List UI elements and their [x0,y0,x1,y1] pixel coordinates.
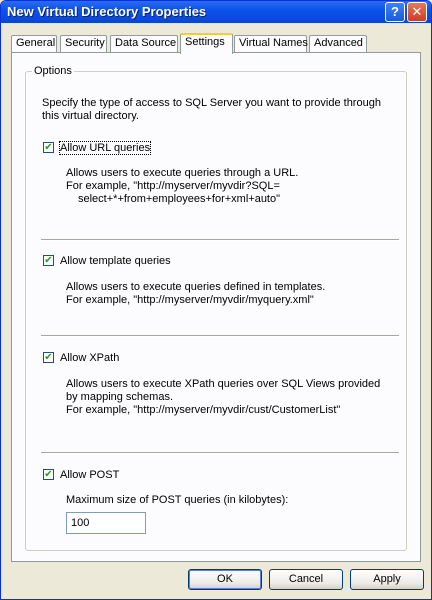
intro-text-line1: Specify the type of access to SQL Server you want to provide through [42,97,381,109]
tab-data-source[interactable]: Data Source [110,35,178,52]
ok-button[interactable]: OK [188,569,262,590]
separator-2 [41,335,399,337]
intro-text-line2: this virtual directory. [42,110,139,122]
max-post-size-label: Maximum size of POST queries (in kilobytes): [66,494,289,506]
template-queries-desc2: For example, "http://myserver/myvdir/myquery.xml" [66,294,314,306]
url-queries-desc1: Allows users to execute queries through a URL. [66,167,299,179]
close-button[interactable]: ✕ [407,2,427,22]
allow-template-queries-checkbox[interactable]: ✔ [44,255,53,266]
xpath-desc3: For example, "http://myserver/myvdir/cust/CustomerList" [66,404,341,416]
max-post-size-input[interactable] [66,512,146,534]
settings-panel [11,52,421,562]
url-queries-desc2: For example, "http://myserver/myvdir?SQL= [66,180,280,192]
tab-security[interactable]: Security [60,35,107,52]
allow-template-queries-label[interactable]: Allow template queries [60,255,171,267]
allow-xpath-label[interactable]: Allow XPath [60,352,120,364]
help-button[interactable]: ? [385,2,405,22]
url-queries-desc3: select+*+from+employees+for+xml+auto" [78,193,281,205]
options-legend: Options [34,65,72,77]
tab-advanced[interactable]: Advanced [309,35,367,52]
apply-button[interactable]: Apply [350,569,424,590]
allow-xpath-checkbox[interactable]: ✔ [44,352,53,363]
xpath-desc2: by mapping schemas. [66,391,173,403]
allow-url-queries-checkbox[interactable]: ✔ [44,142,53,153]
tab-general[interactable]: General [11,35,57,52]
separator-1 [41,239,399,241]
allow-post-checkbox[interactable]: ✔ [44,469,53,480]
cancel-button[interactable]: Cancel [269,569,343,590]
allow-post-label[interactable]: Allow POST [60,469,120,481]
window-title: New Virtual Directory Properties [7,4,207,19]
tab-virtual-names[interactable]: Virtual Names [234,35,307,52]
tab-settings[interactable]: Settings [180,33,233,54]
title-bar[interactable] [1,1,431,23]
xpath-desc1: Allows users to execute XPath queries over SQL Views provided [66,378,381,390]
separator-3 [41,452,399,454]
allow-url-queries-label[interactable]: Allow URL queries [60,142,151,154]
template-queries-desc1: Allows users to execute queries defined in templates. [66,281,326,293]
